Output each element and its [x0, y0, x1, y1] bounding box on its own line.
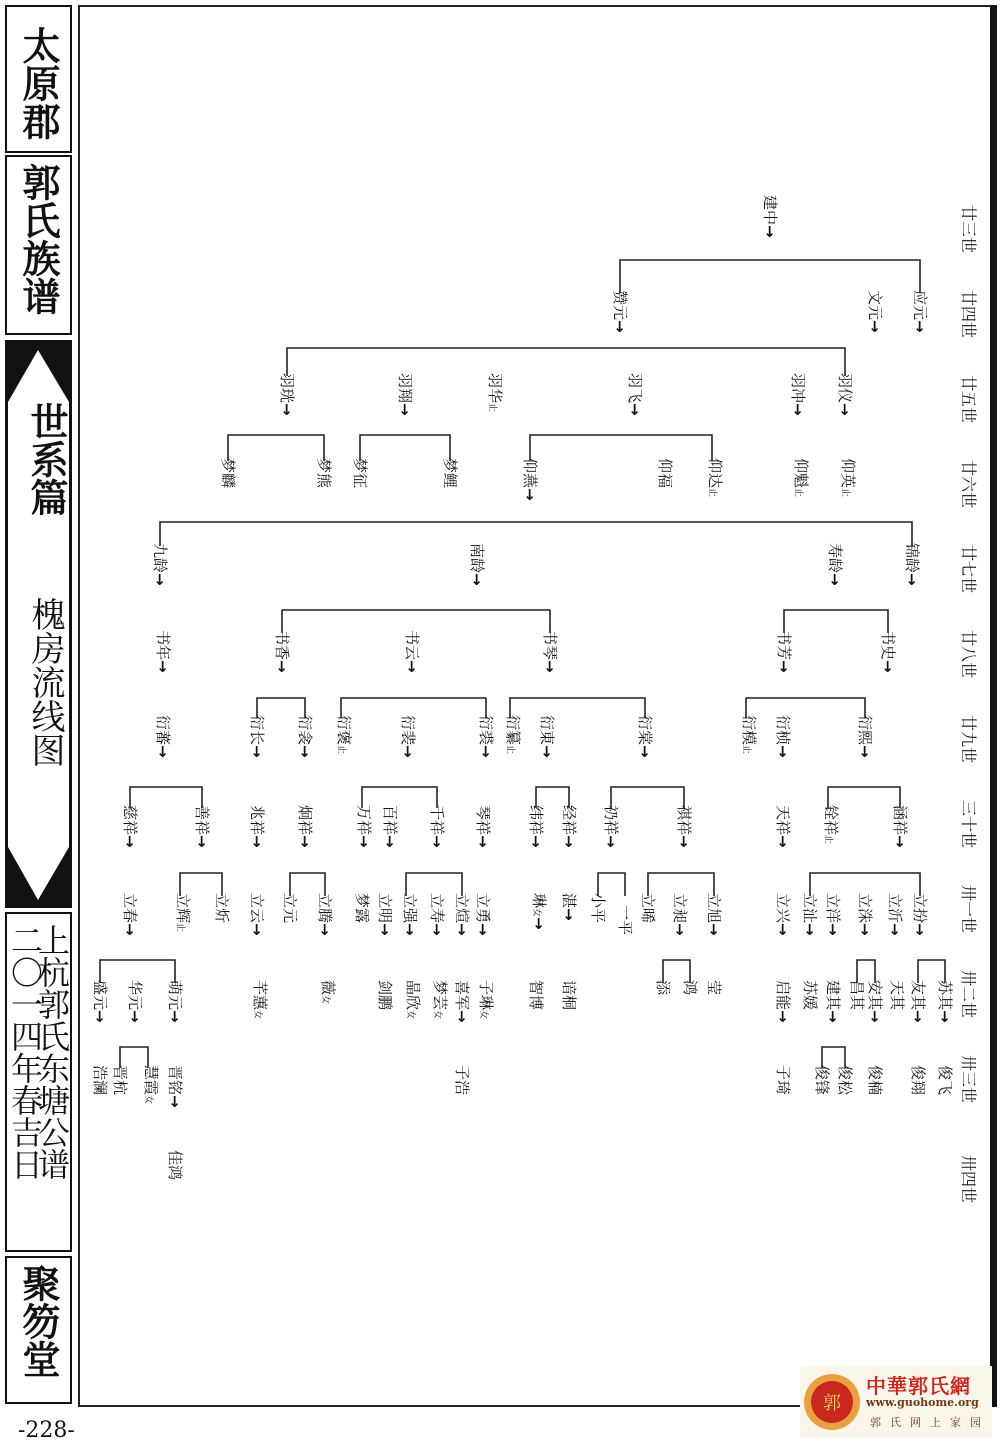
person-node	[351, 458, 369, 488]
branch-connector	[620, 260, 920, 293]
generation-label: 廿七世	[959, 545, 978, 594]
person-node	[151, 543, 169, 586]
person-node	[681, 980, 699, 995]
person-node	[428, 980, 449, 1019]
person-node	[483, 373, 504, 412]
branch-connector	[362, 787, 437, 808]
person-node	[171, 893, 192, 932]
person-node	[774, 893, 792, 936]
person-name: 仰达	[706, 458, 724, 489]
person-node	[856, 893, 874, 936]
person-node	[675, 805, 693, 848]
person-name: 天祥	[774, 805, 792, 836]
person-node	[527, 980, 545, 1010]
person-node	[911, 290, 929, 333]
person-node	[399, 715, 417, 758]
edition-date: 二〇一四年春吉日	[6, 924, 44, 1180]
svg-text:郭: 郭	[823, 1393, 841, 1414]
person-node	[801, 893, 819, 936]
book-title: 郭氏族谱	[16, 163, 61, 315]
person-note: 止	[505, 745, 515, 755]
generation-label: 廿九世	[959, 715, 978, 764]
person-node	[401, 893, 419, 936]
person-name: 经祥	[560, 805, 578, 836]
person-name: 昌其	[848, 980, 866, 1011]
person-name: 浩澜	[91, 1065, 109, 1096]
person-note: 女	[405, 1010, 415, 1020]
person-node	[474, 980, 495, 1019]
person-name: 莹	[705, 980, 723, 996]
person-node	[774, 980, 792, 1023]
person-name: 寿龄	[826, 543, 844, 574]
person-node	[886, 893, 904, 936]
person-name: 苏媛	[801, 980, 819, 1011]
person-name: 慧霞	[142, 1065, 160, 1096]
person-node	[281, 893, 299, 923]
person-name: 羽珖	[278, 373, 296, 404]
person-name: 立沂	[886, 893, 904, 924]
generation-label: 卅一世	[959, 885, 978, 934]
person-name: 晶欣	[404, 980, 422, 1011]
person-name: 赞元	[611, 290, 629, 321]
person-name: 剑鹏	[376, 980, 394, 1011]
person-note: 止	[823, 835, 833, 845]
person-note: 止	[336, 745, 346, 755]
person-node	[316, 980, 337, 1004]
person-name: 羽仪	[836, 373, 854, 404]
person-node	[856, 715, 874, 758]
person-node	[774, 715, 792, 758]
subsection-title: 槐房流线图	[25, 597, 65, 767]
person-node	[813, 1065, 831, 1095]
person-name: 子琳	[477, 980, 495, 1011]
person-name: 梦鲤	[441, 458, 459, 489]
person-name: 立扮	[911, 893, 929, 924]
person-node	[154, 630, 172, 673]
person-node	[936, 980, 954, 1023]
person-node	[381, 805, 399, 848]
person-name: 羽翔	[396, 373, 414, 404]
person-note: 止	[741, 745, 751, 755]
person-node	[538, 715, 556, 758]
branch-connector	[611, 787, 684, 808]
generation-label: 卅二世	[959, 970, 978, 1019]
watermark-title: 中華郭氏網	[866, 1374, 971, 1398]
person-name: 俊锋	[813, 1065, 831, 1096]
generation-label: 卅三世	[959, 1055, 978, 1104]
person-name: 衍纂	[504, 715, 522, 746]
person-node	[774, 805, 792, 848]
person-name: 衍熙	[856, 715, 874, 746]
person-name: 立春	[121, 893, 139, 924]
person-node	[139, 1065, 160, 1104]
person-name: 立兴	[774, 893, 792, 924]
person-name: 礽祥	[602, 805, 620, 836]
person-node	[789, 458, 810, 497]
person-name: 书琴	[541, 630, 559, 661]
person-name: 佳鸿	[166, 1150, 184, 1181]
person-node	[824, 893, 842, 936]
person-name: 立沚	[801, 893, 819, 924]
person-name: 俊翔	[909, 1065, 927, 1096]
person-node	[836, 1065, 854, 1095]
person-name: 薇	[319, 980, 337, 996]
person-name: 俊楠	[866, 1065, 884, 1096]
person-node	[474, 893, 492, 936]
person-name: 谙桐	[560, 980, 578, 1011]
branch-connector	[287, 348, 845, 376]
person-node	[836, 373, 854, 416]
person-node	[166, 980, 184, 1023]
person-name: 立寿	[428, 893, 446, 924]
section-title: 世系篇	[24, 402, 69, 516]
person-node	[909, 980, 927, 1023]
person-name: 琳	[530, 893, 548, 909]
person-name: 文元	[866, 290, 884, 321]
watermark-url: www.guohome.org	[866, 1396, 979, 1409]
person-name: 苏其	[936, 980, 954, 1011]
person-node	[353, 893, 371, 923]
person-node	[453, 1065, 471, 1095]
person-node	[826, 543, 844, 586]
person-name: 建中	[761, 195, 779, 226]
person-name: 南龄	[468, 543, 486, 574]
person-name: 仰福	[656, 458, 674, 489]
person-node	[589, 893, 607, 923]
person-node	[441, 458, 459, 488]
person-name: 小平	[589, 893, 607, 924]
person-node	[774, 1065, 792, 1095]
generation-label: 三十世	[959, 800, 978, 849]
person-name: 衍棠	[636, 715, 654, 746]
person-node	[376, 893, 394, 936]
person-name: 立强	[401, 893, 419, 924]
person-name: 湛	[560, 893, 578, 909]
person-node	[296, 715, 314, 758]
person-name: 鸿	[681, 980, 699, 996]
person-node	[656, 458, 674, 488]
person-node	[521, 458, 539, 501]
person-node	[332, 715, 353, 754]
person-name: 俊松	[836, 1065, 854, 1096]
person-name: 书史	[879, 630, 897, 661]
person-name: 智博	[527, 980, 545, 1011]
person-name: 衍褒	[335, 715, 353, 746]
person-name: 祺祥	[675, 805, 693, 836]
person-name: 百祥	[381, 805, 399, 836]
person-node	[737, 715, 758, 754]
person-node	[111, 1065, 129, 1095]
person-name: 盛元	[91, 980, 109, 1011]
person-name: 衍长	[248, 715, 266, 746]
generation-label: 廿五世	[959, 375, 978, 424]
watermark-subtitle: 郭氏网上家园	[870, 1416, 990, 1429]
person-name: 安其	[866, 980, 884, 1011]
branch-connector	[510, 698, 645, 718]
person-name: 书年	[154, 630, 172, 661]
person-name: 晋铭	[166, 1065, 184, 1096]
person-node	[560, 980, 578, 1010]
person-name: 子琦	[774, 1065, 792, 1096]
person-node	[616, 905, 634, 935]
edition-title: 上杭郭氏东塘公谱	[33, 924, 71, 1180]
person-node	[626, 373, 644, 416]
person-name: 铨祥	[822, 805, 840, 836]
person-node	[654, 980, 672, 995]
person-node	[166, 1150, 184, 1180]
person-note: 女	[531, 908, 541, 918]
person-name: 九龄	[151, 543, 169, 574]
person-note: 女	[432, 1010, 442, 1020]
person-name: 俊飞	[936, 1065, 954, 1096]
person-name: 羽冲	[789, 373, 807, 404]
person-node	[273, 630, 291, 673]
person-name: 衍裘	[477, 715, 495, 746]
person-name: 立明	[376, 893, 394, 924]
person-name: 立腾	[316, 893, 334, 924]
person-node	[909, 1065, 927, 1095]
person-name: 立昶	[671, 893, 689, 924]
person-node	[848, 980, 866, 1010]
person-name: 梦熊	[315, 458, 333, 489]
person-name: 炯祥	[296, 805, 314, 836]
person-name: 立元	[281, 893, 299, 924]
person-name: 万祥	[355, 805, 373, 836]
person-node	[316, 893, 334, 936]
person-node	[866, 1065, 884, 1095]
generation-label: 卅四世	[959, 1155, 978, 1204]
branch-connector	[228, 435, 324, 461]
person-name: 书香	[273, 630, 291, 661]
person-node	[193, 805, 211, 848]
person-name: 善祥	[193, 805, 211, 836]
person-name: 仰燕	[521, 458, 539, 489]
person-node	[819, 805, 840, 844]
person-node	[936, 1065, 954, 1095]
clan-title: 太原郡	[16, 26, 61, 140]
person-name: 衍蕃	[154, 715, 172, 746]
person-node	[824, 980, 842, 1023]
branch-connector	[530, 435, 712, 461]
person-node	[866, 980, 884, 1023]
person-node	[761, 195, 779, 238]
person-node	[911, 893, 929, 936]
person-node	[355, 805, 373, 848]
branch-connector	[160, 522, 912, 546]
person-node	[888, 980, 906, 1010]
person-node	[474, 805, 492, 848]
person-name: 友其	[909, 980, 927, 1011]
page-number: -228-	[18, 1418, 75, 1443]
person-name: 添	[654, 980, 672, 996]
hall-name: 聚笏堂	[16, 1264, 61, 1378]
person-name: 仰英	[839, 458, 857, 489]
person-name: 慈祥	[121, 805, 139, 836]
person-name: 衍裴	[399, 715, 417, 746]
person-node	[789, 373, 807, 416]
person-name: 立勇	[474, 893, 492, 924]
generation-label: 廿八世	[959, 630, 978, 679]
person-node	[278, 373, 296, 416]
person-name: 梦征	[351, 458, 369, 489]
person-name: 一平	[616, 905, 634, 936]
person-name: 羽飞	[626, 373, 644, 404]
person-node	[396, 373, 414, 416]
person-node	[636, 715, 654, 758]
person-name: 立炘	[213, 893, 231, 924]
person-node	[315, 458, 333, 488]
person-node	[213, 893, 231, 923]
person-node	[121, 893, 139, 936]
person-name: 兆祥	[248, 805, 266, 836]
person-node	[248, 980, 269, 1019]
person-name: 琴祥	[474, 805, 492, 836]
person-name: 立晞	[639, 893, 657, 924]
person-name: 书云	[403, 630, 421, 661]
person-node	[705, 893, 723, 936]
person-node	[527, 805, 545, 848]
person-name: 衍東	[538, 715, 556, 746]
person-node	[121, 805, 139, 848]
person-node	[428, 893, 446, 936]
person-node	[611, 290, 629, 333]
person-node	[705, 980, 723, 995]
person-node	[541, 630, 559, 673]
person-name: 晋杭	[111, 1065, 129, 1096]
person-name: 梦芸	[431, 980, 449, 1011]
person-name: 立辉	[174, 893, 192, 924]
person-node	[219, 458, 237, 488]
person-node	[801, 980, 819, 1010]
generation-label: 廿六世	[959, 460, 978, 509]
person-node	[453, 893, 471, 936]
person-name: 芊蕙	[251, 980, 269, 1011]
person-node	[428, 805, 446, 848]
person-note: 止	[175, 923, 185, 933]
person-name: 喜军	[453, 980, 471, 1011]
person-node	[671, 893, 689, 936]
person-node	[403, 630, 421, 673]
person-note: 女	[143, 1095, 153, 1105]
person-node	[836, 458, 857, 497]
person-node	[560, 805, 578, 848]
person-node	[477, 715, 495, 758]
person-note: 止	[840, 488, 850, 498]
seal-icon	[802, 1372, 862, 1432]
person-node	[401, 980, 422, 1019]
person-name: 建其	[824, 980, 842, 1011]
person-name: 立洋	[824, 893, 842, 924]
person-node	[501, 715, 522, 754]
person-node	[126, 980, 144, 1023]
person-name: 锦龄	[903, 543, 921, 574]
watermark-logo	[800, 1366, 992, 1438]
person-name: 仰魁	[792, 458, 810, 489]
person-node	[639, 893, 657, 923]
person-name: 纬祥	[527, 805, 545, 836]
person-node	[703, 458, 724, 497]
person-node	[154, 715, 172, 758]
person-name: 立旭	[705, 893, 723, 924]
person-node	[91, 980, 109, 1023]
person-node	[560, 893, 578, 921]
person-node	[376, 980, 394, 1010]
person-node	[527, 893, 548, 930]
person-name: 千祥	[428, 805, 446, 836]
person-node	[453, 980, 471, 1023]
person-name: 子浩	[453, 1065, 471, 1096]
person-name: 立煊	[453, 893, 471, 924]
person-node	[91, 1065, 109, 1095]
person-name: 衍衾	[296, 715, 314, 746]
person-node	[248, 893, 266, 936]
person-node	[296, 805, 314, 848]
person-node	[866, 290, 884, 333]
branch-connector	[130, 787, 202, 808]
person-name: 涵祥	[891, 805, 909, 836]
person-node	[468, 543, 486, 586]
branch-connector	[746, 698, 865, 718]
person-note: 止	[793, 488, 803, 498]
person-name: 萌元	[166, 980, 184, 1011]
person-name: 启能	[774, 980, 792, 1011]
person-node	[166, 1065, 184, 1108]
person-note: 女	[320, 995, 330, 1005]
branch-connector	[784, 610, 888, 633]
person-name: 衍桢	[774, 715, 792, 746]
person-node	[903, 543, 921, 586]
person-node	[248, 715, 266, 758]
person-name: 华元	[126, 980, 144, 1011]
person-node	[879, 630, 897, 673]
branch-connector	[360, 435, 450, 461]
person-note: 女	[478, 1010, 488, 1020]
person-name: 天其	[888, 980, 906, 1011]
person-name: 衍模	[740, 715, 758, 746]
person-name: 立云	[248, 893, 266, 924]
person-node	[775, 630, 793, 673]
person-node	[891, 805, 909, 848]
person-node	[602, 805, 620, 848]
person-name: 立洙	[856, 893, 874, 924]
person-name: 梦麟	[219, 458, 237, 489]
person-note: 止	[707, 488, 717, 498]
person-note: 女	[252, 1010, 262, 1020]
person-name: 应元	[911, 290, 929, 321]
person-name: 羽华	[486, 373, 504, 404]
person-name: 书芳	[775, 630, 793, 661]
person-node	[248, 805, 266, 848]
person-name: 梦露	[353, 893, 371, 924]
generation-label: 廿三世	[959, 205, 978, 254]
person-note: 止	[487, 403, 497, 413]
generation-label: 廿四世	[959, 290, 978, 339]
